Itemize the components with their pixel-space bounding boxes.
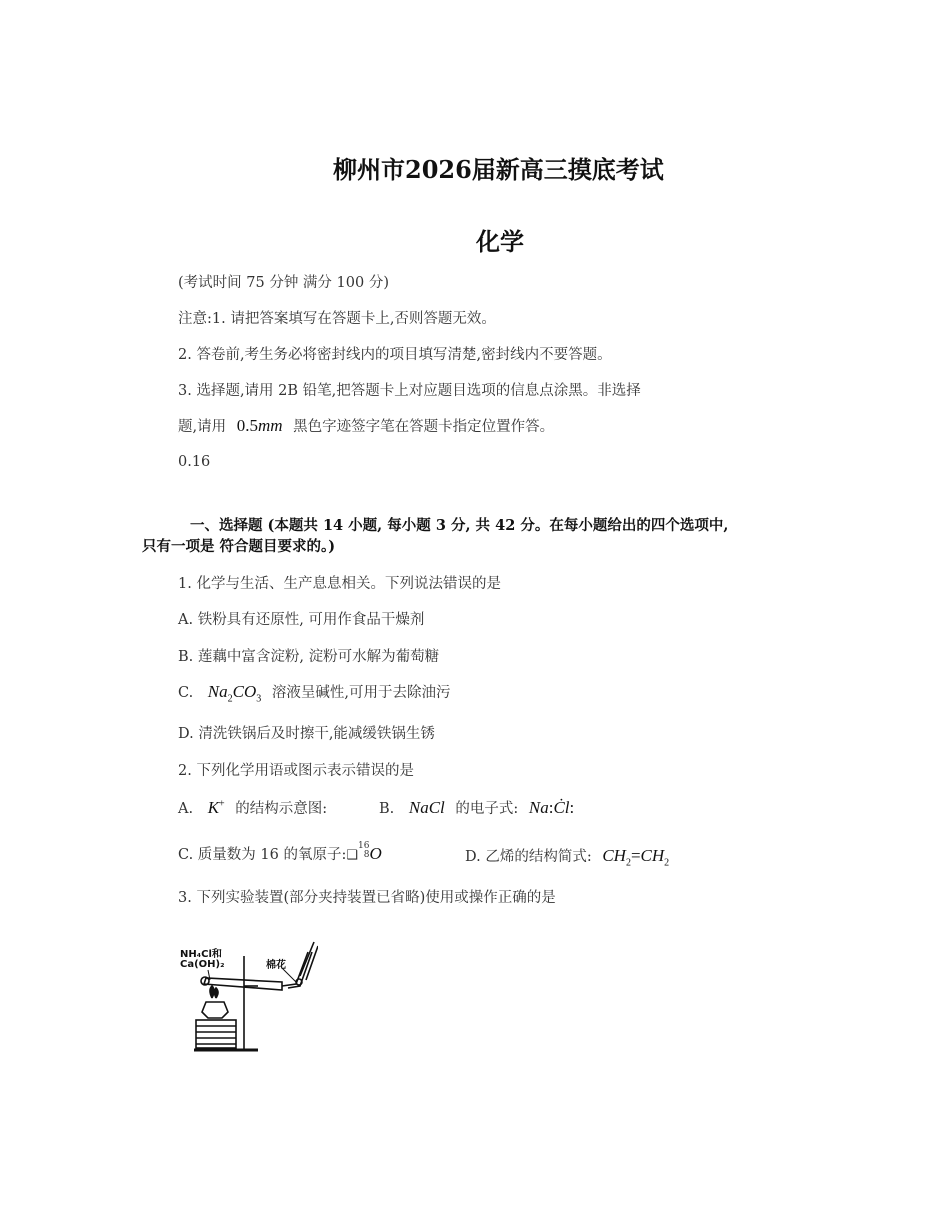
q3-stem: 3. 下列实验装置(部分夹持装置已省略)使用或操作正确的是 — [178, 890, 556, 906]
q2-option-b — [379, 797, 574, 818]
subject-title: 化学 — [476, 227, 524, 256]
oxygen-symbol: O — [369, 844, 382, 863]
reagent-label-2: Ca(OH)₂ — [180, 959, 225, 970]
stray-value: 0.16 — [178, 454, 211, 470]
section-heading-line2: 只有一项是 符合题目要求的。) — [142, 538, 336, 555]
section-heading-line1: 一、选择题 (本题共 14 小题, 每小题 3 分, 共 42 分。在每小题给出的四个选项中, — [190, 517, 729, 534]
q1-option-d: D. 清洗铁锅后及时擦干,能减缓铁锅生锈 — [178, 726, 435, 742]
q2-option-a-text: 的结构示意图: — [235, 801, 328, 817]
reagent-label-1: NH₄Cl和 — [180, 949, 222, 960]
q2-option-b-text: 的电子式: — [455, 801, 519, 817]
nacl-formula: NaCl — [408, 798, 445, 817]
q3-apparatus-figure — [178, 938, 318, 1056]
q1-stem: 1. 化学与生活、生产息息相关。下列说法错误的是 — [178, 576, 501, 592]
q1-option-c-label: C. — [178, 685, 194, 701]
q2-stem: 2. 下列化学用语或图示表示错误的是 — [178, 763, 414, 779]
q2-option-a — [178, 797, 327, 818]
pen-size-value: 0.5 — [236, 416, 258, 435]
q2-option-a-label: A. — [178, 801, 194, 817]
q2-option-d-text: D. 乙烯的结构简式: — [465, 849, 592, 865]
notice-3-line2 — [178, 415, 554, 436]
pen-size-unit: mm — [257, 416, 283, 435]
apparatus-drawing — [178, 938, 318, 1056]
sodium-carbonate-formula: $Na_2CO_3$ — [207, 682, 262, 705]
electron-dot-formula: Na:Ċl: — [528, 798, 575, 817]
missing-symbol-box-icon: ❑ — [346, 848, 359, 863]
potassium-ion: K+ — [207, 798, 225, 817]
q2-option-d — [465, 845, 669, 868]
notice-3-prefix: 题,请用 — [178, 419, 227, 435]
q1-option-b: B. 莲藕中富含淀粉, 淀粉可水解为葡萄糖 — [178, 649, 440, 665]
notice-3-line1: 3. 选择题,请用 2B 铅笔,把答题卡上对应题目选项的信息点涂黑。非选择 — [178, 383, 641, 399]
q1-option-c-text: 溶液呈碱性,可用于去除油污 — [271, 685, 451, 701]
exam-time: (考试时间 75 分钟 满分 100 分) — [178, 275, 389, 291]
q1-option-c — [178, 681, 450, 704]
notice-1: 注意:1. 请把答案填写在答题卡上,否则答题无效。 — [178, 311, 496, 327]
q2-option-c-text: C. 质量数为 16 的氧原子: — [178, 847, 347, 863]
oxygen-isotope-indices: 16 8 — [358, 841, 370, 860]
notice-3-suffix: 黑色字迹签字笔在答题卡指定位置作答。 — [293, 419, 555, 435]
q2-option-c — [178, 843, 382, 864]
ethylene-formula: $CH_2=CH_2$ — [602, 846, 670, 869]
q2-option-b-label: B. — [379, 801, 395, 817]
notice-2: 2. 答卷前,考生务必将密封线内的项目填写清楚,密封线内不要答题。 — [178, 347, 612, 363]
q1-option-a: A. 铁粉具有还原性, 可用作食品干燥剂 — [178, 612, 425, 628]
exam-title: 柳州市2026届新高三摸底考试 — [333, 155, 664, 184]
cotton-label: 棉花 — [266, 960, 286, 971]
